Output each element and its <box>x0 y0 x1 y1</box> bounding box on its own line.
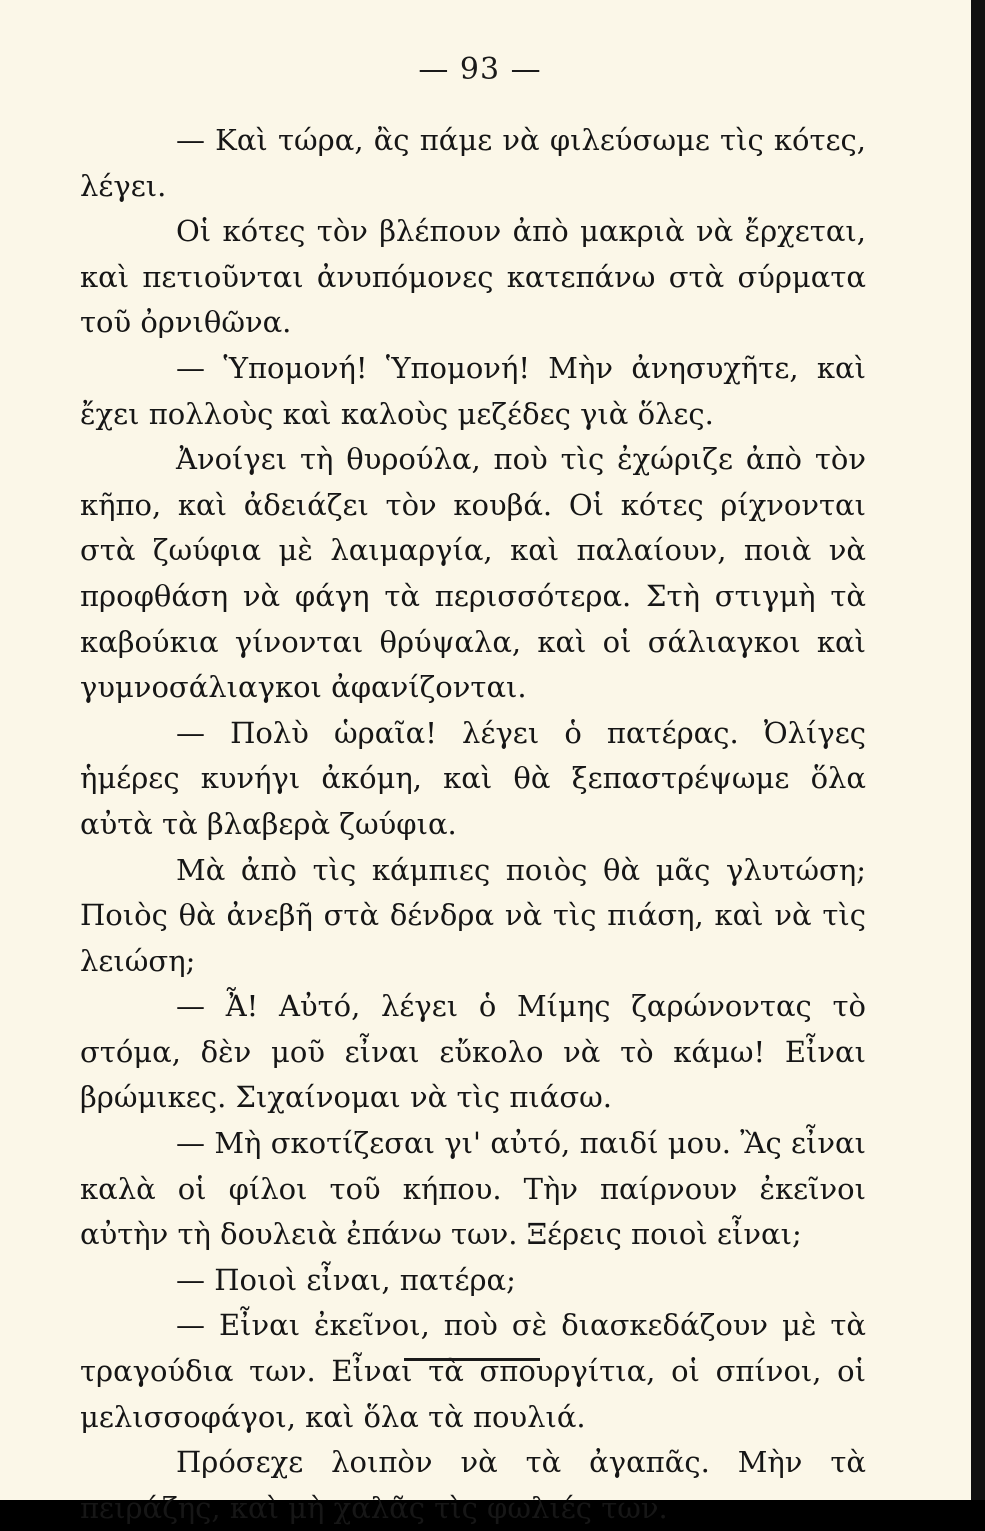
page-number: — 93 — <box>418 52 542 87</box>
paragraph: — Πολὺ ὡραῖα! λέγει ὁ πατέρας. Ὀλίγες ἡμέρες κυνήγι ἀκόμη, καὶ θὰ ξεπαστρέψωμε ὅλα αὐτὰ τὰ βλαβερὰ ζωύφια. <box>80 715 866 841</box>
paragraph: — Ὑπομονή! Ὑπομονή! Μὴν ἀνησυχῆτε, καὶ ἔχει πολλοὺς καὶ καλοὺς μεζέδες γιὰ ὅλες. <box>80 350 866 431</box>
paragraph: — Καὶ τώρα, ἂς πάμε νὰ φιλεύσωμε τὶς κότες, λέγει. <box>80 123 866 203</box>
paragraph: — Εἶναι ἐκεῖνοι, ποὺ σὲ διασκεδάζουν μὲ τὰ τραγούδια των. Εἶναι τὰ σπουργίτια, οἱ σπίνοι, οἱ μελισσοφάγοι, καὶ ὅλα τὰ πουλιά. <box>80 1308 866 1434</box>
paragraph: Οἱ κότες τὸν βλέπουν ἀπὸ μακριὰ νὰ ἔρχεται, καὶ πετιοῦνται ἀνυπόμονες κατεπάνω στὰ σύρματα τοῦ ὀρνιθῶνα. <box>80 214 866 340</box>
paragraph: Μὰ ἀπὸ τὶς κάμπιες ποιὸς θὰ μᾶς γλυτώση; Ποιὸς θὰ ἀνεβῆ στὰ δένδρα νὰ τὶς πιάση, καὶ νὰ τὶς λειώση; <box>80 852 866 978</box>
paragraph: — Ποιοὶ εἶναι, πατέρα; <box>176 1262 516 1297</box>
paragraph: — Ἆ! Αὐτό, λέγει ὁ Μίμης ζαρώνοντας τὸ στόμα, δὲν μοῦ εἶναι εὔκολο νὰ τὸ κάμω! Εἶναι βρώμικες. Σιχαίνομαι νὰ τὶς πιάσω. <box>80 989 866 1115</box>
paragraph: Ἀνοίγει τὴ θυρούλα, ποὺ τὶς ἐχώριζε ἀπὸ τὸν κῆπο, καὶ ἀδειάζει τὸν κουβά. Οἱ κότες ρίχνονται στὰ ζωύφια μὲ λαιμαργία, καὶ παλαίουν, ποιὰ νὰ προφθάση νὰ φάγη τὰ περισσότερα. Στὴ στιγμὴ τὰ καβούκια γίνονται θρύψαλα, καὶ οἱ σάλιαγκοι καὶ γυμνοσάλιαγκοι ἀφανίζονται. <box>80 442 866 705</box>
body-text <box>80 118 866 1531</box>
paragraph: Πρόσεχε λοιπὸν νὰ τὰ ἀγαπᾶς. Μὴν τὰ πειράζης, καὶ μὴ χαλᾶς τὶς φωλιές των. <box>80 1445 866 1525</box>
paragraph: — Μὴ σκοτίζεσαι γι' αὐτό, παιδί μου. Ἂς εἶναι καλὰ οἱ φίλοι τοῦ κήπου. Τὴν παίρνουν ἐκεῖνοι αὐτὴν τὴ δουλειὰ ἐπάνω των. Ξέρεις ποιοὶ εἶναι; <box>80 1126 866 1252</box>
end-divider <box>404 1358 540 1361</box>
